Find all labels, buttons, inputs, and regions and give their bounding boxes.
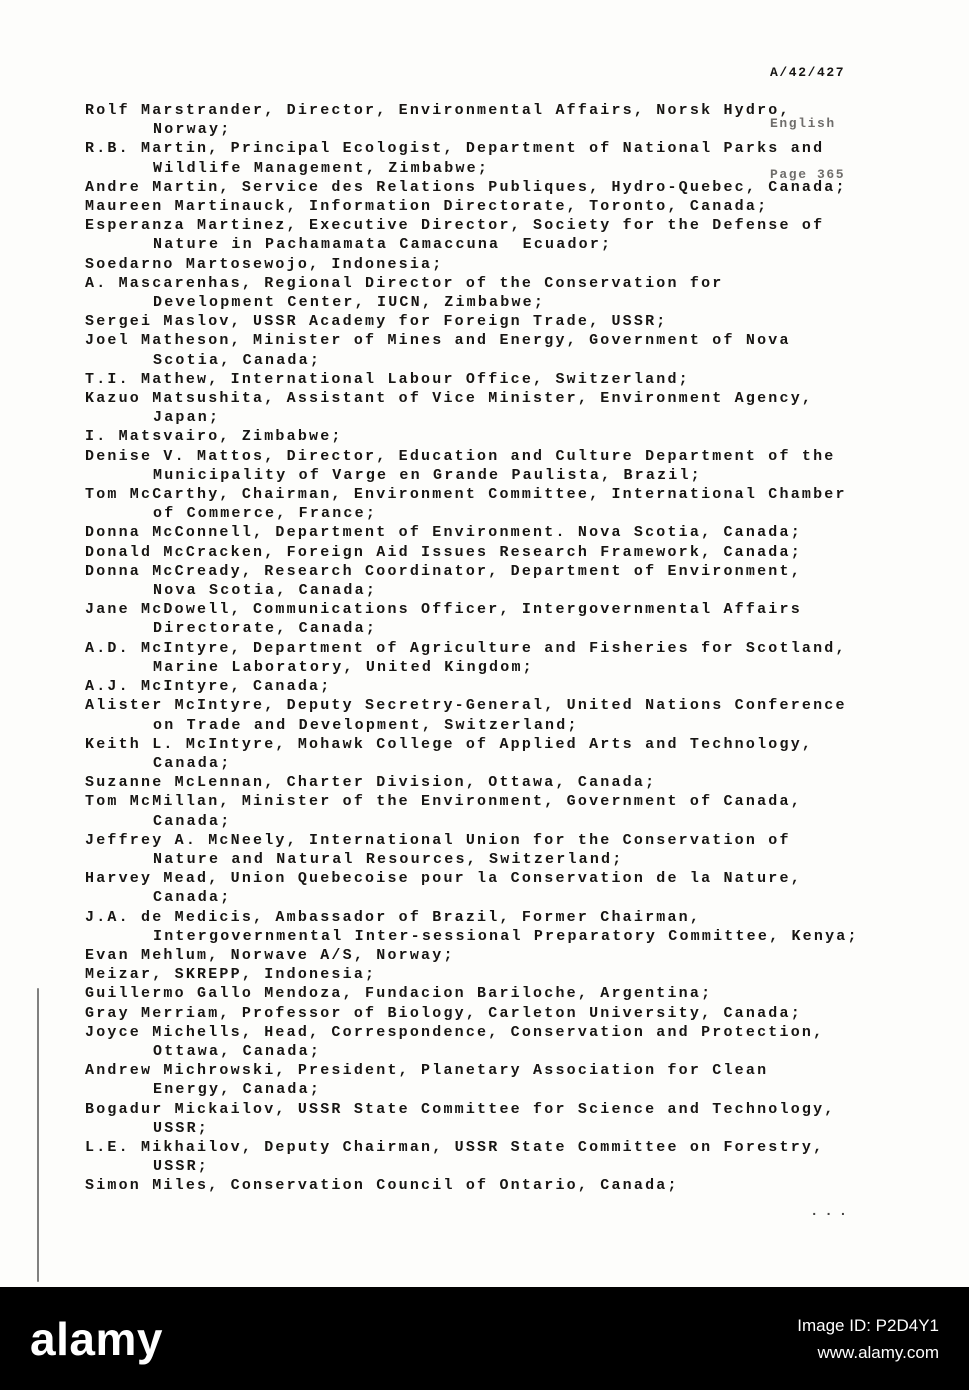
- entry-line: Canada;: [153, 754, 232, 772]
- entry-line: Alister McIntyre, Deputy Secretry-General, United Nations Conference: [85, 697, 847, 715]
- entry-line: Intergovernmental Inter-sessional Preparatory Committee, Kenya;: [153, 927, 859, 945]
- entry-line: Andre Martin, Service des Relations Publiques, Hydro-Quebec, Canada;: [85, 178, 847, 196]
- list-item: [85, 370, 905, 389]
- entry-line: Gray Merriam, Professor of Biology, Carleton University, Canada;: [85, 1004, 802, 1022]
- list-item: [85, 562, 905, 600]
- entry-line: T.I. Mathew, International Labour Office, Switzerland;: [85, 370, 690, 388]
- list-item: [85, 447, 905, 485]
- entry-line: Jane McDowell, Communications Officer, Intergovernmental Affairs: [85, 601, 802, 619]
- list-item: [85, 984, 905, 1003]
- entry-line: A. Mascarenhas, Regional Director of the Conservation for: [85, 274, 724, 292]
- entry-line: Energy, Canada;: [153, 1081, 322, 1099]
- list-item: [85, 965, 905, 984]
- entry-line: Denise V. Mattos, Director, Education and Culture Department of the: [85, 447, 836, 465]
- entry-line: Development Center, IUCN, Zimbabwe;: [153, 294, 546, 312]
- entry-line: Guillermo Gallo Mendoza, Fundacion Bariloche, Argentina;: [85, 985, 713, 1003]
- list-item: [85, 485, 905, 523]
- entry-line: J.A. de Medicis, Ambassador of Brazil, Former Chairman,: [85, 908, 702, 926]
- entry-line: Esperanza Martinez, Executive Director, Society for the Defense of: [85, 217, 825, 235]
- entry-line: Nova Scotia, Canada;: [153, 582, 378, 600]
- entry-line: Donna McCready, Research Coordinator, Department of Environment,: [85, 562, 802, 580]
- entry-line: of Commerce, France;: [153, 505, 378, 523]
- entry-line: USSR;: [153, 1119, 210, 1137]
- entry-line: Joyce Michells, Head, Correspondence, Conservation and Protection,: [85, 1023, 825, 1041]
- list-item: [85, 773, 905, 792]
- entry-line: Donald McCracken, Foreign Aid Issues Research Framework, Canada;: [85, 543, 802, 561]
- list-item: [85, 312, 905, 331]
- doc-page-number: Page 365: [770, 167, 846, 182]
- entry-line: Jeffrey A. McNeely, International Union for the Conservation of: [85, 831, 791, 849]
- list-item: [85, 427, 905, 446]
- entry-line: Canada;: [153, 812, 232, 830]
- entry-line: Nature and Natural Resources, Switzerland;: [153, 850, 624, 868]
- list-item: [85, 101, 905, 139]
- entry-line: Canada;: [153, 889, 232, 907]
- list-item: [85, 696, 905, 734]
- list-item: [85, 677, 905, 696]
- list-item: [85, 331, 905, 369]
- entry-line: on Trade and Development, Switzerland;: [153, 716, 579, 734]
- entry-line: Evan Mehlum, Norwave A/S, Norway;: [85, 946, 455, 964]
- entry-line: Keith L. McIntyre, Mohawk College of Applied Arts and Technology,: [85, 735, 814, 753]
- list-item: [85, 255, 905, 274]
- entry-line: Tom McCarthy, Chairman, Environment Committee, International Chamber: [85, 486, 847, 504]
- entry-line: A.D. McIntyre, Department of Agriculture and Fisheries for Scotland,: [85, 639, 847, 657]
- image-id-text: Image ID: P2D4Y1: [797, 1315, 939, 1335]
- list-item: [85, 792, 905, 830]
- entry-line: Simon Miles, Conservation Council of Ontario, Canada;: [85, 1177, 679, 1195]
- list-item: [85, 908, 905, 946]
- list-item: [85, 600, 905, 638]
- list-item: [85, 735, 905, 773]
- entry-line: Soedarno Martosewojo, Indonesia;: [85, 255, 444, 273]
- list-item: [85, 1138, 905, 1176]
- entry-line: Sergei Maslov, USSR Academy for Foreign Trade, USSR;: [85, 313, 668, 331]
- entry-line: Tom McMillan, Minister of the Environment, Government of Canada,: [85, 793, 802, 811]
- list-item: [85, 178, 905, 197]
- watermark-meta: [797, 1312, 939, 1366]
- list-item: [85, 639, 905, 677]
- watermark-bar: [0, 1287, 969, 1390]
- entry-line: Andrew Michrowski, President, Planetary Association for Clean: [85, 1062, 769, 1080]
- entry-line: L.E. Mikhailov, Deputy Chairman, USSR State Committee on Forestry,: [85, 1138, 825, 1156]
- list-item: [85, 274, 905, 312]
- list-item: [85, 1176, 905, 1195]
- doc-number: A/42/427: [770, 65, 846, 80]
- entry-line: Joel Matheson, Minister of Mines and Energy, Government of Nova: [85, 332, 791, 350]
- doc-language: English: [770, 116, 836, 131]
- list-item: [85, 869, 905, 907]
- scan-artifact-line: [37, 988, 39, 1282]
- entry-line: Meizar, SKREPP, Indonesia;: [85, 966, 377, 984]
- list-item: [85, 389, 905, 427]
- entry-line: Norway;: [153, 121, 232, 139]
- entry-line: Municipality of Varge en Grande Paulista, Brazil;: [153, 466, 702, 484]
- list-item: [85, 1004, 905, 1023]
- entry-line: Rolf Marstrander, Director, Environmental Affairs, Norsk Hydro,: [85, 102, 791, 119]
- entry-line: Suzanne McLennan, Charter Division, Ottawa, Canada;: [85, 774, 657, 792]
- list-item: [85, 1061, 905, 1099]
- list-item: [85, 1100, 905, 1138]
- entry-line: Wildlife Management, Zimbabwe;: [153, 159, 490, 177]
- entry-line: Directorate, Canada;: [153, 620, 378, 638]
- entry-line: Japan;: [153, 409, 221, 427]
- list-item: [85, 523, 905, 542]
- entry-line: I. Matsvairo, Zimbabwe;: [85, 428, 343, 446]
- participant-list: [85, 101, 905, 1196]
- alamy-url-text: www.alamy.com: [817, 1342, 939, 1362]
- entry-line: Ottawa, Canada;: [153, 1042, 322, 1060]
- entry-line: Kazuo Matsushita, Assistant of Vice Minister, Environment Agency,: [85, 390, 814, 408]
- entry-line: A.J. McIntyre, Canada;: [85, 678, 332, 696]
- list-item: [85, 946, 905, 965]
- entry-line: USSR;: [153, 1158, 210, 1176]
- alamy-logo: alamy: [30, 1312, 163, 1365]
- list-item: [85, 831, 905, 869]
- entry-line: Nature in Pachamamata Camaccuna Ecuador;: [153, 236, 613, 254]
- entry-line: Bogadur Mickailov, USSR State Committee for Science and Technology,: [85, 1100, 836, 1118]
- list-item: [85, 543, 905, 562]
- list-item: [85, 216, 905, 254]
- entry-line: Marine Laboratory, United Kingdom;: [153, 658, 534, 676]
- entry-line: Maureen Martinauck, Information Directorate, Toronto, Canada;: [85, 198, 769, 216]
- list-item: [85, 197, 905, 216]
- entry-line: Scotia, Canada;: [153, 351, 322, 369]
- entry-line: Harvey Mead, Union Quebecoise pour la Conservation de la Nature,: [85, 870, 802, 888]
- list-item: [85, 139, 905, 177]
- entry-line: Donna McConnell, Department of Environment. Nova Scotia, Canada;: [85, 524, 802, 542]
- continuation-mark: ...: [810, 1204, 854, 1220]
- entry-line: R.B. Martin, Principal Ecologist, Department of National Parks and: [85, 140, 825, 158]
- list-item: [85, 1023, 905, 1061]
